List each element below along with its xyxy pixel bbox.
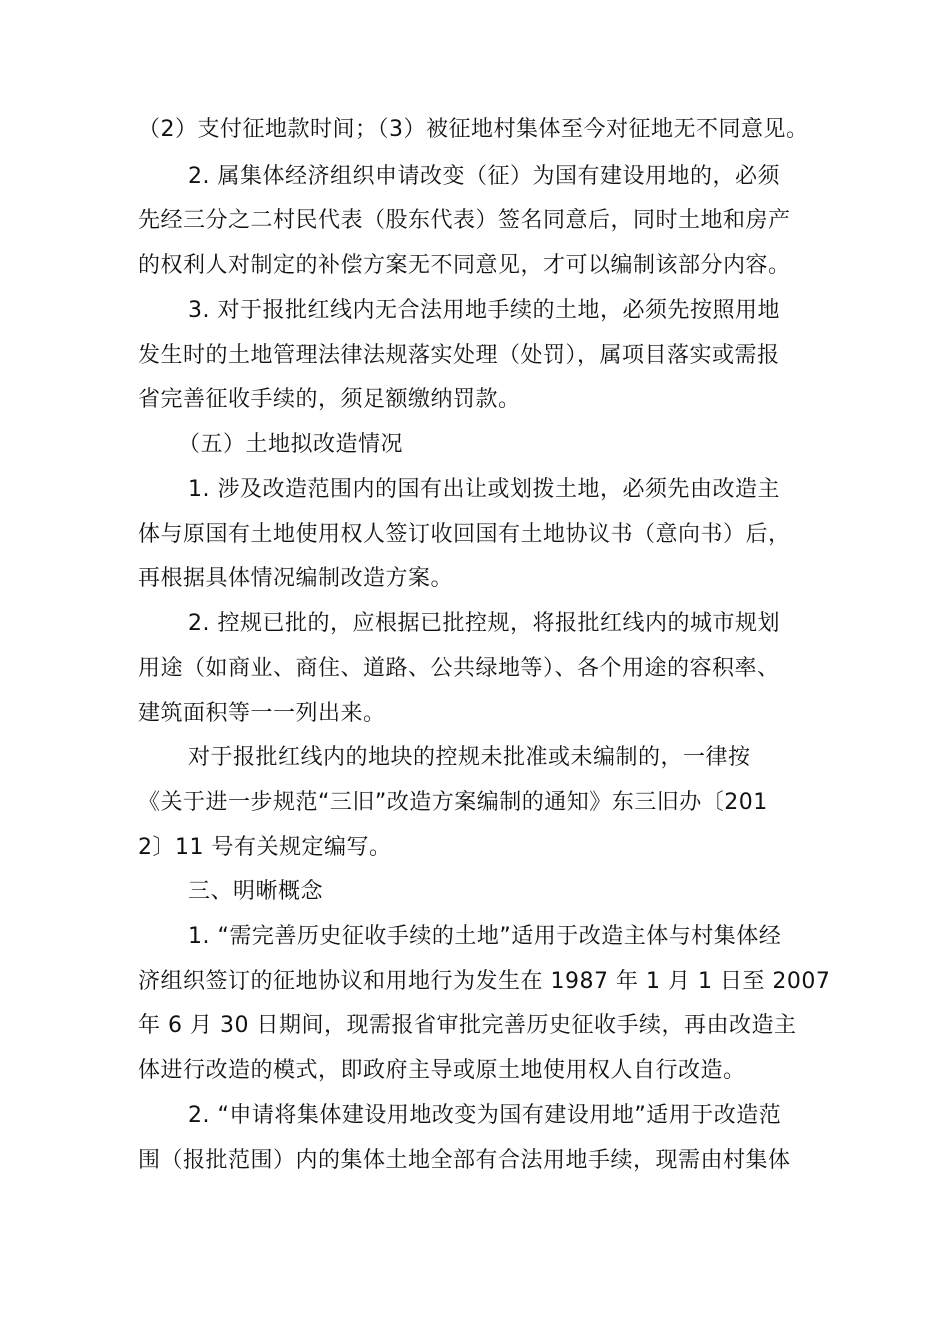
paragraph-line: （2）支付征地款时间；（3）被征地村集体至今对征地无不同意见。 [138,117,809,142]
paragraph-line: 再根据具体情况编制改造方案。 [138,566,454,591]
paragraph-line: 省完善征收手续的，须足额缴纳罚款。 [138,387,521,412]
paragraph-line: 3. 对于报批红线内无合法用地手续的土地，必须先按照用地 [188,298,780,323]
paragraph-line: 体与原国有土地使用权人签订收回国有土地协议书（意向书）后， [138,522,791,547]
paragraph-line: 1. 涉及改造范围内的国有出让或划拨土地，必须先由改造主 [188,477,780,502]
paragraph-line: 2〕11 号有关规定编写。 [138,835,392,860]
paragraph-line: 体进行改造的模式，即政府主导或原土地使用权人自行改造。 [138,1058,746,1083]
paragraph-line: 2. 控规已批的，应根据已批控规，将报批红线内的城市规划 [188,611,780,636]
paragraph-line: 2. “申请将集体建设用地改变为国有建设用地”适用于改造范 [188,1103,782,1128]
paragraph-line: 围（报批范围）内的集体土地全部有合法用地手续，现需由村集体 [138,1148,791,1173]
paragraph-line: 对于报批红线内的地块的控规未批准或未编制的，一律按 [188,745,751,770]
paragraph-line: 济组织签订的征地协议和用地行为发生在 1987 年 1 月 1 日至 2007 [138,969,831,994]
paragraph-line: 年 6 月 30 日期间，现需报省审批完善历史征收手续，再由改造主 [138,1013,797,1038]
paragraph-line: 发生时的土地管理法律法规落实处理（处罚），属项目落实或需报 [138,343,780,368]
paragraph-line: 用途（如商业、商住、道路、公共绿地等）、各个用途的容积率、 [138,656,780,681]
paragraph-line: 2. 属集体经济组织申请改变（征）为国有建设用地的，必须 [188,164,780,189]
paragraph-line: 1. “需完善历史征收手续的土地”适用于改造主体与村集体经 [188,924,782,949]
paragraph-line: 的权利人对制定的补偿方案无不同意见，才可以编制该部分内容。 [138,253,791,278]
paragraph-line: 建筑面积等一一列出来。 [138,701,386,726]
paragraph-line: 先经三分之二村民代表（股东代表）签名同意后，同时土地和房产 [138,208,791,233]
section-heading: （五）土地拟改造情况 [178,432,404,457]
paragraph-line: 《关于进一步规范“三旧”改造方案编制的通知》东三旧办〔201 [138,790,768,815]
section-heading: 三、明晰概念 [188,879,324,904]
